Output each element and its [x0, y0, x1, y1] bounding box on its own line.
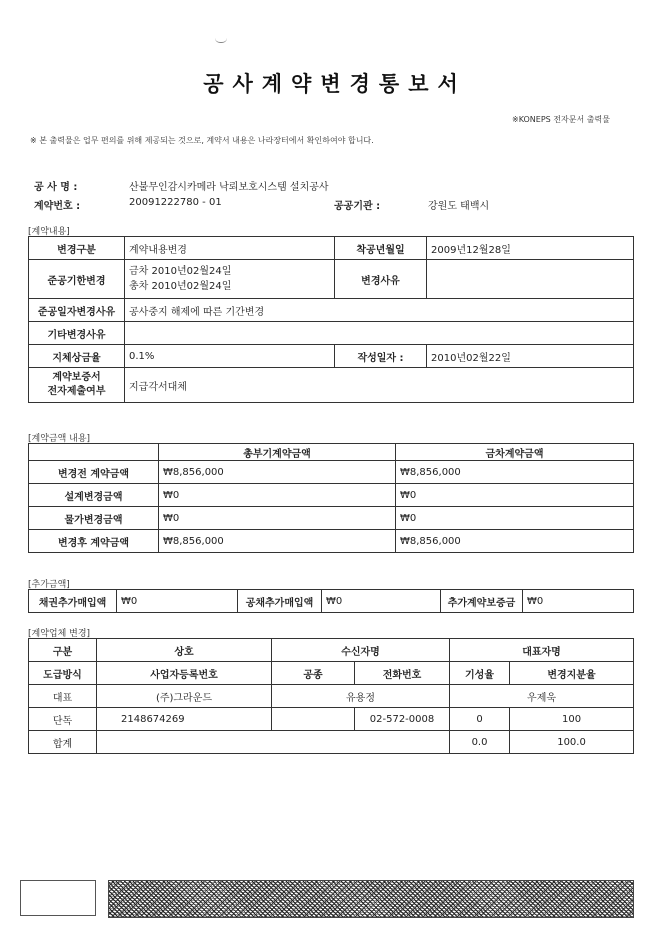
h-receiver: 수신자명 — [272, 639, 450, 662]
completion-reason-value: 공사중지 해제에 따른 기간변경 — [125, 299, 634, 322]
stamp-label: 공채추가매입액 — [238, 590, 322, 613]
table-row — [29, 507, 634, 530]
single-ratio: 0 — [450, 708, 510, 731]
h-change-ratio: 변경지분율 — [510, 662, 634, 685]
table-row — [29, 590, 634, 613]
h-ratio: 기성율 — [450, 662, 510, 685]
contract-no-value: 20091222780 - 01 — [129, 197, 222, 208]
contract-content-title: [계약내용] — [28, 227, 70, 237]
single-share — [272, 708, 355, 731]
notice-text: ※ 본 출력물은 업무 편의를 위해 제공되는 것으로, 계약서 내용은 나라장터에서 확인하여야 합니다. — [30, 136, 374, 145]
h-type: 구분 — [29, 639, 97, 662]
completion-change-value — [125, 260, 335, 299]
amount-row-label: 설계변경금액 — [29, 484, 159, 507]
table-row — [29, 345, 634, 368]
table-row — [29, 299, 634, 322]
h-rep: 대표자명 — [450, 639, 634, 662]
single-change: 100 — [510, 708, 634, 731]
other-reason-label: 기타변경사유 — [29, 322, 125, 345]
table-row — [29, 731, 634, 754]
additional-table — [28, 589, 634, 613]
amount-row-label: 변경전 계약금액 — [29, 461, 159, 484]
h-bizno: 사업자등록번호 — [97, 662, 272, 685]
project-value: 산불무인감시카메라 낙뢰보호시스템 설치공사 — [129, 182, 329, 193]
amount-row-label: 변경후 계약금액 — [29, 530, 159, 553]
amount-total-value: ₩8,856,000 — [159, 461, 396, 484]
total-label: 합계 — [29, 731, 97, 754]
h-phone: 전화번호 — [355, 662, 450, 685]
written-date-value: 2010년02월22일 — [427, 345, 634, 368]
completion-change-label: 준공기한변경 — [29, 260, 125, 299]
change-reason-label: 변경사유 — [335, 260, 427, 299]
completion-line-1: 금차 2010년02월24일 — [129, 266, 232, 277]
amount-current-value: ₩0 — [396, 507, 634, 530]
add-guarantee-value: ₩0 — [523, 590, 634, 613]
table-row — [29, 685, 634, 708]
bond-value: ₩0 — [117, 590, 238, 613]
change-type-value: 계약내용변경 — [125, 237, 335, 260]
single-phone: 02-572-0008 — [355, 708, 450, 731]
barcode-strip — [108, 880, 634, 918]
amount-total-value: ₩0 — [159, 507, 396, 530]
amount-current-value: ₩0 — [396, 484, 634, 507]
change-reason-value — [427, 260, 634, 299]
table-row — [29, 639, 634, 662]
other-reason-value — [125, 322, 634, 345]
table-row — [29, 237, 634, 260]
penalty-label: 지체상금율 — [29, 345, 125, 368]
rep-rep: 우제욱 — [450, 685, 634, 708]
contractor-table — [28, 638, 634, 754]
start-date-label: 착공년월일 — [335, 237, 427, 260]
rep-name: (주)그라운드 — [97, 685, 272, 708]
h-method: 도급방식 — [29, 662, 97, 685]
additional-title: [추가금액] — [28, 580, 70, 590]
amount-title: [계약금액 내용] — [28, 434, 91, 444]
koneps-note: ※KONEPS 전자문서 출력물 — [512, 115, 610, 124]
completion-reason-label: 준공일자변경사유 — [29, 299, 125, 322]
stamp-value: ₩0 — [322, 590, 441, 613]
table-row — [29, 322, 634, 345]
amount-table — [28, 443, 634, 553]
table-row — [29, 368, 634, 403]
contract-content-table — [28, 236, 634, 403]
amount-total-value: ₩8,856,000 — [159, 530, 396, 553]
table-row — [29, 461, 634, 484]
h-name: 상호 — [97, 639, 272, 662]
add-guarantee-label: 추가계약보증금 — [441, 590, 523, 613]
table-row — [29, 662, 634, 685]
scan-mark — [215, 38, 227, 43]
guarantee-label — [29, 368, 125, 403]
single-label: 단독 — [29, 708, 97, 731]
bond-label: 채권추가매입액 — [29, 590, 117, 613]
table-row — [29, 708, 634, 731]
table-row — [29, 484, 634, 507]
project-label: 공 사 명 : — [34, 182, 78, 193]
amount-total-value: ₩0 — [159, 484, 396, 507]
col-total-header: 총부기계약금액 — [159, 444, 396, 461]
rep-receiver: 유용정 — [272, 685, 450, 708]
guarantee-value: 지급각서대체 — [125, 368, 634, 403]
footer-box — [20, 880, 96, 916]
change-type-label: 변경구분 — [29, 237, 125, 260]
contractor-title: [계약업체 변경] — [28, 629, 91, 639]
agency-label: 공공기관 : — [334, 201, 381, 212]
table-row — [29, 260, 634, 299]
penalty-value: 0.1% — [125, 345, 335, 368]
amount-current-value: ₩8,856,000 — [396, 530, 634, 553]
table-row — [29, 444, 634, 461]
guarantee-label-1: 계약보증서 — [52, 372, 101, 383]
completion-line-2: 총차 2010년02월24일 — [129, 281, 232, 292]
total-change: 100.0 — [510, 731, 634, 754]
amount-row-label: 물가변경금액 — [29, 507, 159, 530]
rep-label: 대표 — [29, 685, 97, 708]
h-share: 공종 — [272, 662, 355, 685]
agency-value: 강원도 태백시 — [428, 201, 490, 212]
table-row — [29, 530, 634, 553]
start-date-value: 2009년12월28일 — [427, 237, 634, 260]
amount-current-value: ₩8,856,000 — [396, 461, 634, 484]
written-date-label: 작성일자 : — [335, 345, 427, 368]
page-title: 공사계약변경통보서 — [203, 72, 467, 96]
col-current-header: 금차계약금액 — [396, 444, 634, 461]
contract-no-label: 계약번호 : — [34, 201, 81, 212]
single-bizno: 2148674269 — [97, 708, 272, 731]
guarantee-label-2: 전자제출여부 — [47, 386, 106, 397]
total-ratio: 0.0 — [450, 731, 510, 754]
